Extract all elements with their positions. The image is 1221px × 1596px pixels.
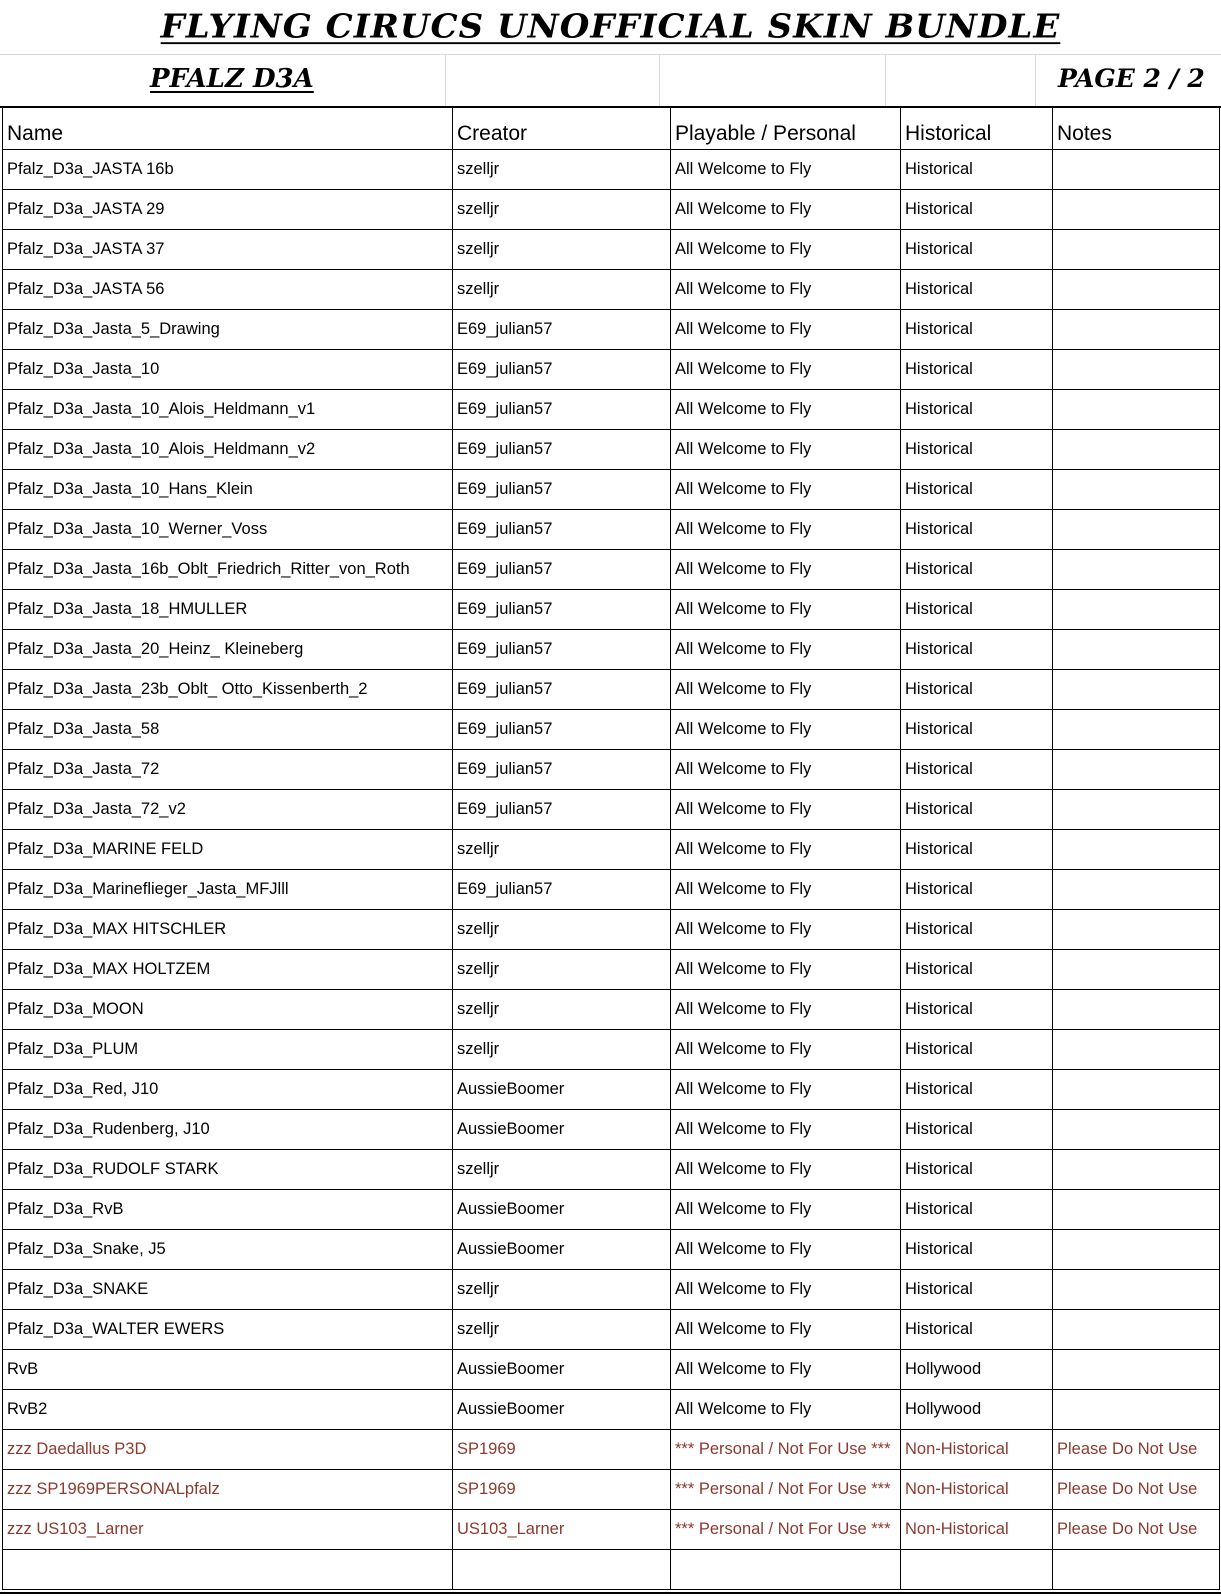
cell-name: Pfalz_D3a_Jasta_10 [3,350,453,390]
cell-historical: Historical [901,630,1053,670]
cell-playable: All Welcome to Fly [671,1190,901,1230]
table-row [3,710,1220,750]
cell-playable: All Welcome to Fly [671,830,901,870]
table-row [3,590,1220,630]
cell-name: Pfalz_D3a_JASTA 29 [3,190,453,230]
cell-playable: All Welcome to Fly [671,990,901,1030]
cell-creator: E69_julian57 [453,870,671,910]
cell-historical: Historical [901,950,1053,990]
table-row [3,630,1220,670]
column-header-historical: Historical [901,107,1053,150]
page-number: PAGE 2 / 2 [1058,64,1205,93]
cell-notes [1053,1150,1220,1190]
cell-notes [1053,1270,1220,1310]
cell-creator: szelljr [453,270,671,310]
cell-playable: All Welcome to Fly [671,670,901,710]
cell-notes [1053,550,1220,590]
table-row [3,750,1220,790]
cell-playable: All Welcome to Fly [671,870,901,910]
cell-creator: E69_julian57 [453,590,671,630]
cell-notes [1053,1390,1220,1430]
cell-creator: SP1969 [453,1430,671,1470]
cell-creator: E69_julian57 [453,470,671,510]
cell-historical: Historical [901,190,1053,230]
cell-name: Pfalz_D3a_Jasta_72_v2 [3,790,453,830]
cell-creator: E69_julian57 [453,710,671,750]
aircraft-model-title: PFALZ D3A [150,64,314,94]
empty-cell [453,1550,671,1590]
cell-notes [1053,230,1220,270]
cell-creator: E69_julian57 [453,510,671,550]
cell-notes: Please Do Not Use [1053,1510,1220,1550]
cell-name: Pfalz_D3a_MAX HITSCHLER [3,910,453,950]
cell-notes [1053,270,1220,310]
cell-creator: E69_julian57 [453,750,671,790]
cell-notes [1053,710,1220,750]
cell-playable: All Welcome to Fly [671,390,901,430]
cell-playable: All Welcome to Fly [671,1390,901,1430]
cell-notes [1053,830,1220,870]
cell-historical: Historical [901,870,1053,910]
cell-notes [1053,150,1220,190]
table-row [3,1110,1220,1150]
cell-playable: All Welcome to Fly [671,350,901,390]
cell-creator: szelljr [453,990,671,1030]
cell-historical: Historical [901,1110,1053,1150]
cell-historical: Historical [901,1310,1053,1350]
table-row [3,1030,1220,1070]
cell-playable: All Welcome to Fly [671,750,901,790]
cell-playable: All Welcome to Fly [671,1350,901,1390]
cell-historical: Historical [901,1270,1053,1310]
cell-historical: Historical [901,590,1053,630]
cell-playable: All Welcome to Fly [671,510,901,550]
table-row [3,1430,1220,1470]
cell-historical: Hollywood [901,1350,1053,1390]
table-row [3,510,1220,550]
cell-name: Pfalz_D3a_WALTER EWERS [3,1310,453,1350]
empty-cell [3,1550,453,1590]
cell-notes [1053,670,1220,710]
subheader-cell [660,54,886,106]
bottom-border [0,1592,1221,1594]
column-header-creator: Creator [453,107,671,150]
subheader-cell [886,54,1036,106]
cell-creator: szelljr [453,190,671,230]
cell-notes [1053,510,1220,550]
cell-creator: E69_julian57 [453,550,671,590]
table-row [3,550,1220,590]
cell-notes [1053,910,1220,950]
cell-name: Pfalz_D3a_MAX HOLTZEM [3,950,453,990]
cell-name: Pfalz_D3a_Marineflieger_Jasta_MFJlll [3,870,453,910]
cell-playable: *** Personal / Not For Use *** [671,1470,901,1510]
cell-creator: AussieBoomer [453,1110,671,1150]
cell-name: Pfalz_D3a_Jasta_10_Hans_Klein [3,470,453,510]
table-row [3,150,1220,190]
cell-creator: szelljr [453,150,671,190]
cell-name: Pfalz_D3a_JASTA 56 [3,270,453,310]
table-row [3,830,1220,870]
cell-name: RvB2 [3,1390,453,1430]
cell-notes [1053,790,1220,830]
empty-cell [671,1550,901,1590]
cell-historical: Historical [901,510,1053,550]
cell-creator: AussieBoomer [453,1230,671,1270]
cell-playable: All Welcome to Fly [671,630,901,670]
table-row [3,230,1220,270]
cell-name: Pfalz_D3a_Snake, J5 [3,1230,453,1270]
cell-notes [1053,470,1220,510]
cell-historical: Non-Historical [901,1430,1053,1470]
cell-name: Pfalz_D3a_Jasta_10_Alois_Heldmann_v2 [3,430,453,470]
table-row [3,1350,1220,1390]
table-row [3,870,1220,910]
cell-name: Pfalz_D3a_RUDOLF STARK [3,1150,453,1190]
cell-historical: Historical [901,430,1053,470]
cell-playable: All Welcome to Fly [671,1310,901,1350]
column-header-name: Name [3,107,453,150]
cell-name: Pfalz_D3a_Jasta_10_Werner_Voss [3,510,453,550]
cell-name: Pfalz_D3a_JASTA 37 [3,230,453,270]
cell-historical: Historical [901,350,1053,390]
cell-creator: szelljr [453,830,671,870]
cell-historical: Historical [901,150,1053,190]
table-row [3,1310,1220,1350]
table-row [3,1150,1220,1190]
cell-name: zzz Daedallus P3D [3,1430,453,1470]
table-row [3,1190,1220,1230]
cell-playable: All Welcome to Fly [671,1150,901,1190]
cell-historical: Historical [901,670,1053,710]
cell-notes [1053,190,1220,230]
cell-name: Pfalz_D3a_PLUM [3,1030,453,1070]
cell-historical: Non-Historical [901,1510,1053,1550]
table-row [3,990,1220,1030]
table-row [3,950,1220,990]
cell-name: Pfalz_D3a_JASTA 16b [3,150,453,190]
cell-playable: All Welcome to Fly [671,430,901,470]
cell-creator: szelljr [453,230,671,270]
cell-notes: Please Do Not Use [1053,1470,1220,1510]
table-row [3,470,1220,510]
empty-cell [1053,1550,1220,1590]
cell-notes [1053,590,1220,630]
table-row [3,1390,1220,1430]
cell-name: Pfalz_D3a_Jasta_10_Alois_Heldmann_v1 [3,390,453,430]
column-header-playable: Playable / Personal [671,107,901,150]
cell-notes [1053,310,1220,350]
cell-name: Pfalz_D3a_SNAKE [3,1270,453,1310]
column-header-notes: Notes [1053,107,1220,150]
table-row [3,310,1220,350]
cell-historical: Historical [901,1030,1053,1070]
cell-historical: Historical [901,310,1053,350]
table-row [3,1510,1220,1550]
cell-playable: All Welcome to Fly [671,1030,901,1070]
empty-row [3,1550,1220,1590]
table-row [3,910,1220,950]
cell-notes [1053,950,1220,990]
cell-notes [1053,1110,1220,1150]
cell-playable: All Welcome to Fly [671,550,901,590]
cell-playable: *** Personal / Not For Use *** [671,1510,901,1550]
cell-creator: E69_julian57 [453,430,671,470]
cell-notes [1053,1070,1220,1110]
table-row [3,1070,1220,1110]
cell-playable: All Welcome to Fly [671,950,901,990]
table-row [3,390,1220,430]
cell-notes [1053,430,1220,470]
table-row [3,350,1220,390]
cell-playable: All Welcome to Fly [671,310,901,350]
cell-playable: All Welcome to Fly [671,1230,901,1270]
table-row [3,790,1220,830]
cell-historical: Historical [901,830,1053,870]
cell-playable: All Welcome to Fly [671,190,901,230]
table-body [3,150,1220,1590]
cell-name: Pfalz_D3a_Jasta_23b_Oblt_ Otto_Kissenberth_2 [3,670,453,710]
cell-creator: szelljr [453,1150,671,1190]
cell-playable: All Welcome to Fly [671,910,901,950]
cell-creator: szelljr [453,1030,671,1070]
table-row [3,190,1220,230]
cell-historical: Historical [901,270,1053,310]
cell-notes [1053,1030,1220,1070]
cell-notes [1053,750,1220,790]
table-row [3,430,1220,470]
cell-creator: E69_julian57 [453,310,671,350]
cell-playable: All Welcome to Fly [671,270,901,310]
title-banner [0,0,1221,55]
cell-creator: AussieBoomer [453,1390,671,1430]
cell-creator: szelljr [453,1310,671,1350]
cell-creator: US103_Larner [453,1510,671,1550]
cell-notes [1053,390,1220,430]
cell-name: Pfalz_D3a_MOON [3,990,453,1030]
cell-playable: *** Personal / Not For Use *** [671,1430,901,1470]
cell-historical: Historical [901,750,1053,790]
cell-creator: E69_julian57 [453,670,671,710]
cell-playable: All Welcome to Fly [671,230,901,270]
cell-notes [1053,1350,1220,1390]
empty-cell [901,1550,1053,1590]
cell-historical: Historical [901,1150,1053,1190]
cell-notes [1053,630,1220,670]
subheader-row [0,54,1221,108]
cell-name: Pfalz_D3a_Jasta_16b_Oblt_Friedrich_Ritter_von_Roth [3,550,453,590]
cell-historical: Historical [901,1190,1053,1230]
cell-playable: All Welcome to Fly [671,590,901,630]
cell-creator: E69_julian57 [453,630,671,670]
cell-name: zzz SP1969PERSONALpfalz [3,1470,453,1510]
cell-name: zzz US103_Larner [3,1510,453,1550]
cell-historical: Historical [901,550,1053,590]
cell-notes [1053,990,1220,1030]
cell-name: Pfalz_D3a_Jasta_72 [3,750,453,790]
cell-historical: Historical [901,790,1053,830]
cell-notes [1053,1190,1220,1230]
cell-creator: AussieBoomer [453,1190,671,1230]
cell-name: Pfalz_D3a_Red, J10 [3,1070,453,1110]
cell-notes [1053,1230,1220,1270]
cell-creator: E69_julian57 [453,790,671,830]
cell-creator: E69_julian57 [453,350,671,390]
cell-playable: All Welcome to Fly [671,790,901,830]
cell-historical: Historical [901,710,1053,750]
cell-historical: Non-Historical [901,1470,1053,1510]
cell-notes [1053,1310,1220,1350]
skin-table [2,107,1220,1590]
cell-playable: All Welcome to Fly [671,710,901,750]
cell-creator: szelljr [453,910,671,950]
subheader-cell [446,54,660,106]
cell-historical: Hollywood [901,1390,1053,1430]
cell-historical: Historical [901,390,1053,430]
cell-creator: SP1969 [453,1470,671,1510]
cell-notes [1053,350,1220,390]
cell-name: Pfalz_D3a_RvB [3,1190,453,1230]
cell-name: Pfalz_D3a_MARINE FELD [3,830,453,870]
cell-historical: Historical [901,1070,1053,1110]
cell-creator: E69_julian57 [453,390,671,430]
cell-creator: szelljr [453,1270,671,1310]
cell-historical: Historical [901,910,1053,950]
table-row [3,670,1220,710]
cell-creator: szelljr [453,950,671,990]
cell-name: Pfalz_D3a_Rudenberg, J10 [3,1110,453,1150]
cell-historical: Historical [901,470,1053,510]
cell-historical: Historical [901,230,1053,270]
cell-playable: All Welcome to Fly [671,150,901,190]
table-row [3,1470,1220,1510]
cell-creator: AussieBoomer [453,1350,671,1390]
cell-playable: All Welcome to Fly [671,1270,901,1310]
cell-historical: Historical [901,1230,1053,1270]
cell-name: Pfalz_D3a_Jasta_18_HMULLER [3,590,453,630]
cell-playable: All Welcome to Fly [671,470,901,510]
cell-historical: Historical [901,990,1053,1030]
table-row [3,1230,1220,1270]
cell-name: Pfalz_D3a_Jasta_20_Heinz_ Kleineberg [3,630,453,670]
table-row [3,1270,1220,1310]
cell-name: Pfalz_D3a_Jasta_5_Drawing [3,310,453,350]
cell-playable: All Welcome to Fly [671,1070,901,1110]
cell-notes: Please Do Not Use [1053,1430,1220,1470]
page-title: FLYING CIRUCS UNOFFICIAL SKIN BUNDLE [160,8,1061,46]
cell-name: Pfalz_D3a_Jasta_58 [3,710,453,750]
cell-name: RvB [3,1350,453,1390]
cell-playable: All Welcome to Fly [671,1110,901,1150]
cell-notes [1053,870,1220,910]
header-row [3,107,1220,150]
cell-creator: AussieBoomer [453,1070,671,1110]
table-row [3,270,1220,310]
